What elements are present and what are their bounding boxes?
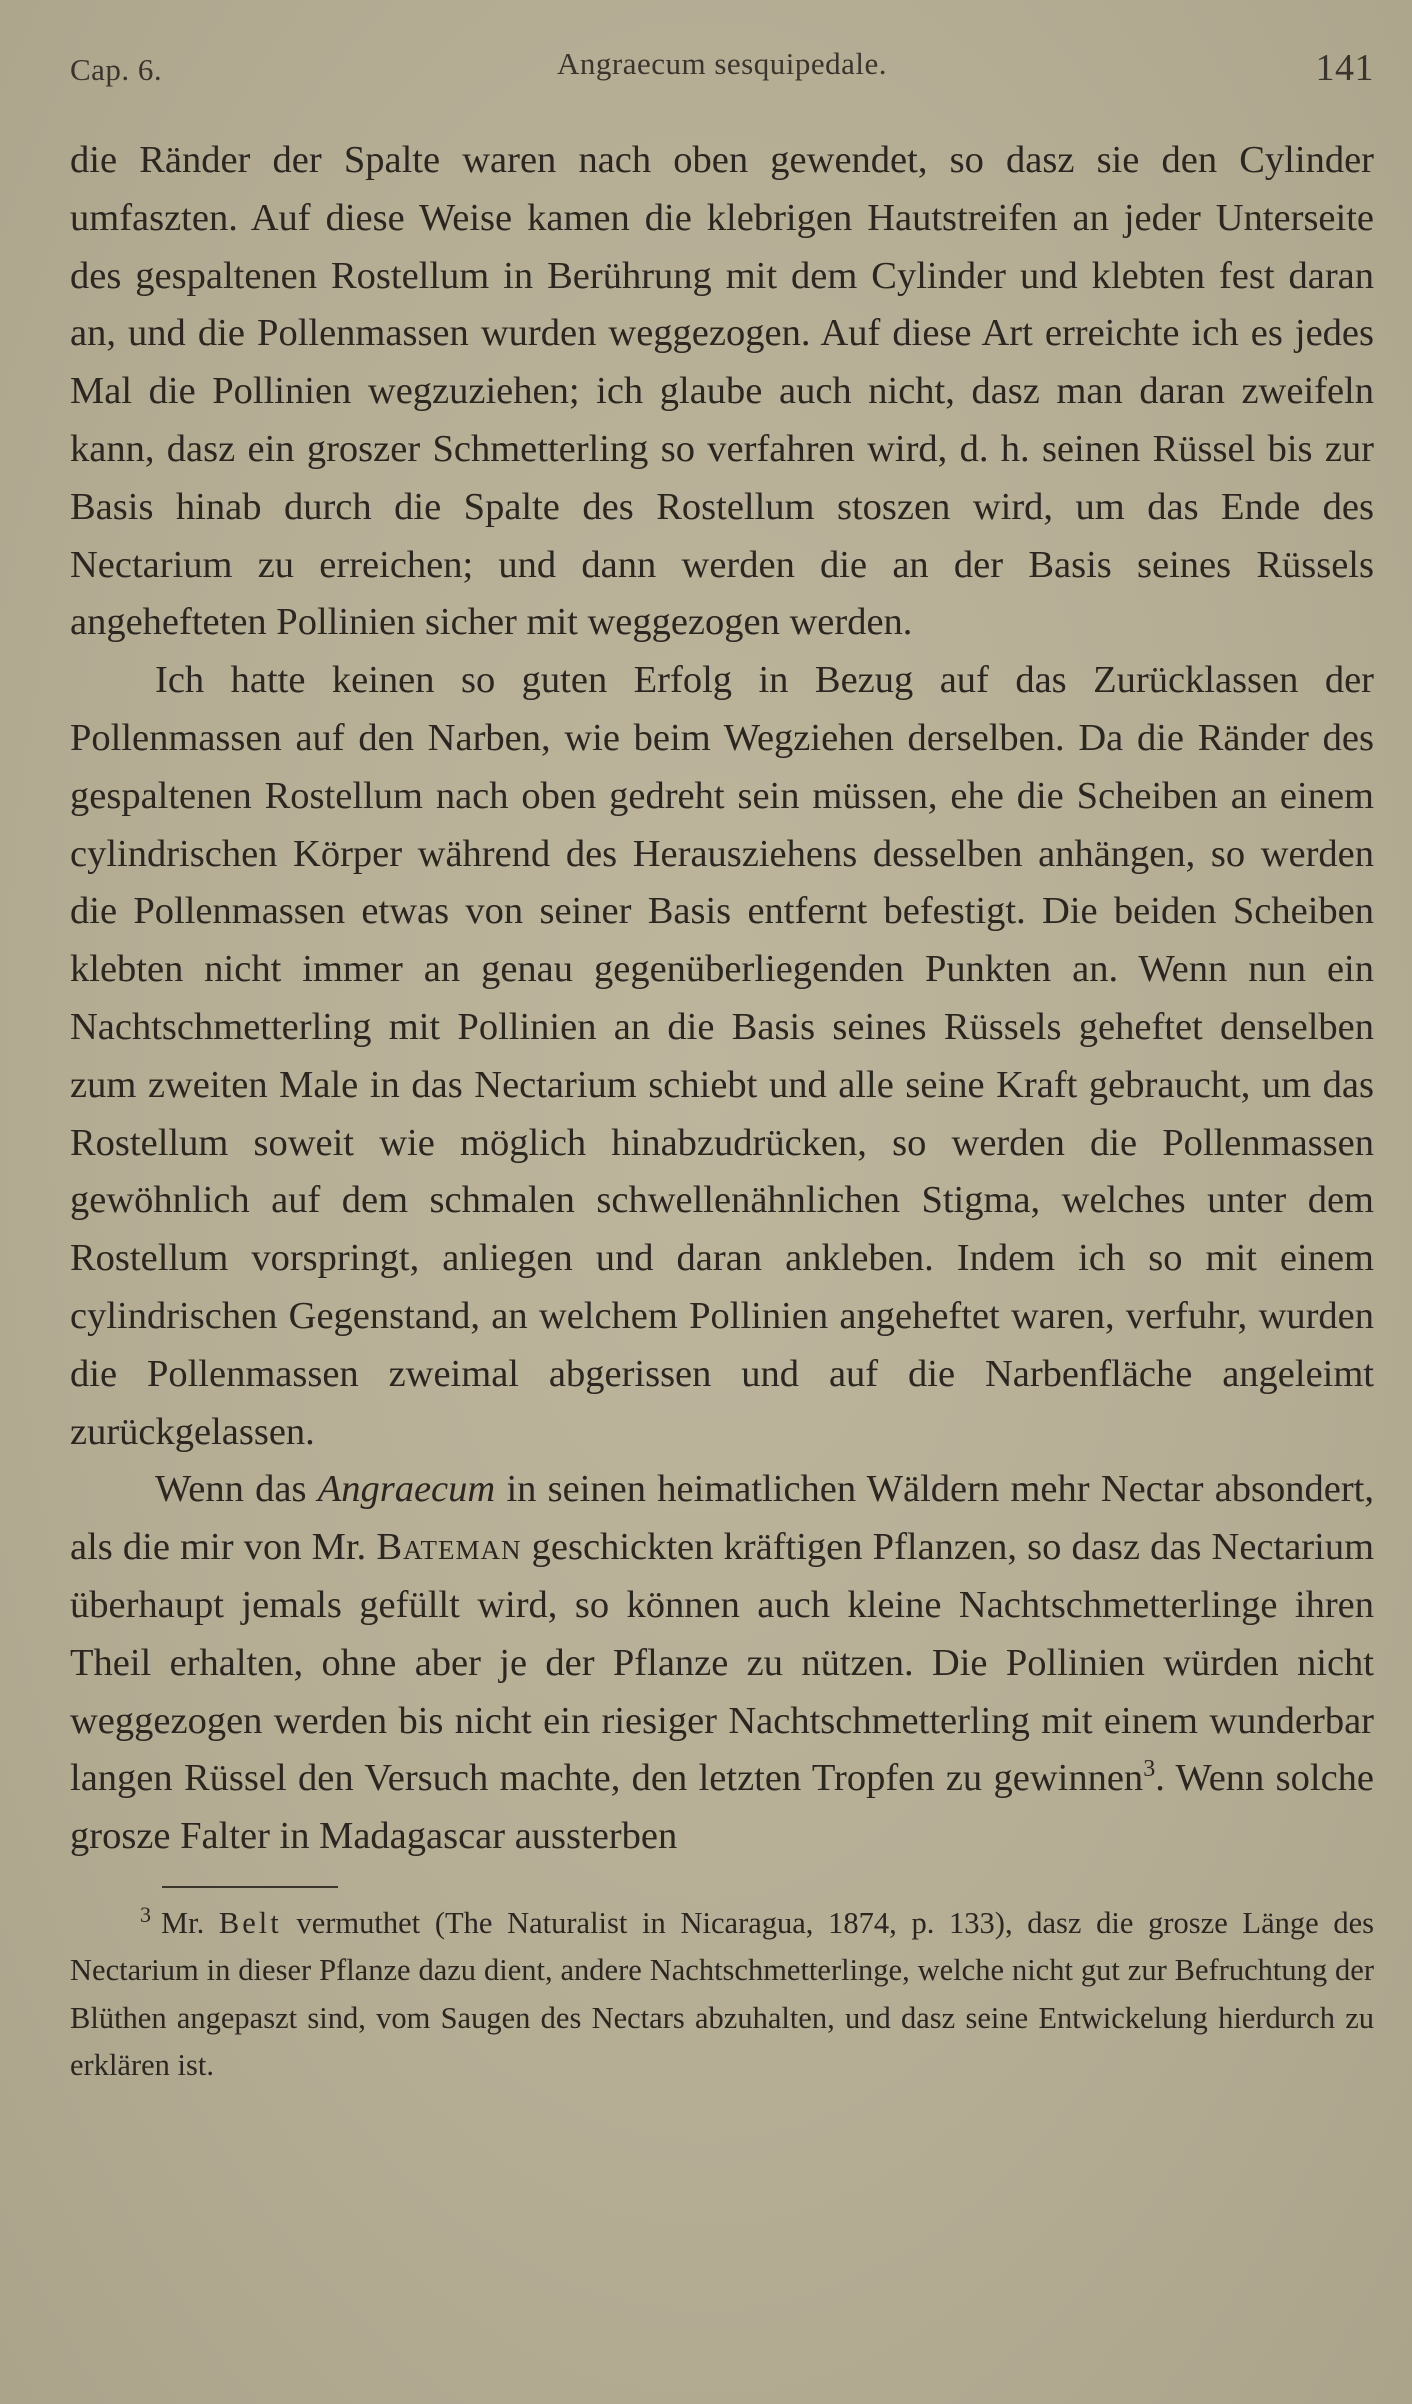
running-title: Angraecum sesquipedale. [557, 46, 887, 81]
footnote-reference[interactable]: 3 [1143, 1756, 1156, 1783]
genus-name: Angraecum [317, 1468, 496, 1511]
body-text [70, 132, 1374, 1866]
footnote-text-a: Mr. [161, 1905, 205, 1940]
paragraph-3-text-a: Wenn das [155, 1468, 307, 1511]
paragraph-3-text-d: . Wenn solche grosze Falter in Madagascar aussterben [70, 1757, 1374, 1858]
paragraph-2: Ich hatte keinen so guten Erfolg in Bezug auf das Zurücklassen der Pollenmassen auf den Narben, wie beim Wegziehen derselben. Da die Ränder des gespaltenen Rostellum nach oben gedreht sein müssen, ehe die Scheiben an einem cylindrischen Körper während des Herausziehens desselben anhängen, so werden die Pollenmassen etwas von seiner Basis entfernt befestigt. Die beiden Scheiben klebten nicht immer an genau gegenüberliegenden Punkten an. Wenn nun ein Nachtschmetterling mit Pollinien an die Basis seines Rüssels geheftet denselben zum zweiten Male in das Nectarium schiebt und alle seine Kraft gebraucht, um das Rostellum soweit wie möglich hinabzudrücken, so werden die Pollenmassen gewöhnlich auf dem schmalen schwellenähnlichen Stigma, welches unter dem Rostellum vorspringt, anliegen und daran ankleben. Indem ich so mit einem cylindrischen Gegenstand, an welchem Pollinien angeheftet waren, verfuhr, wurden die Pollenmassen zweimal abgerissen und auf die Narbenfläche angeleimt zurückgelassen. [70, 659, 1374, 1453]
running-head [70, 46, 1374, 110]
paragraph-3-text-c: geschickten kräftigen Pflanzen, so dasz das Nectarium überhaupt jemals gefüllt wird, so können auch kleine Nachtschmetterlinge ihren Theil erhalten, ohne aber je der Pflanze zu nützen. Die Pollinien würden nicht weggezogen werden bis nicht ein riesiger Nachtschmetterling mit einem wunderbar langen Rüssel den Versuch machte, den letzten Tropfen zu gewinnen [70, 1526, 1375, 1800]
paragraph-3-text-b: in seinen heimatlichen Wäldern mehr Nectar absondert, als die mir von Mr. [70, 1468, 1375, 1569]
paragraph-1: die Ränder der Spalte waren nach oben gewendet, so dasz sie den Cylinder umfaszten. Auf diese Weise kamen die klebrigen Hautstreifen an jeder Unterseite des gespaltenen Rostellum in Berührung mit dem Cylinder und klebten fest daran an, und die Pollenmassen wurden weggezogen. Auf diese Art erreichte ich es jedes Mal die Pollinien wegzuziehen; ich glaube auch nicht, dasz man daran zweifeln kann, dasz ein groszer Schmetterling so verfahren wird, d. h. seinen Rüssel bis zur Basis hinab durch die Spalte des Rostellum stoszen wird, um das Ende des Nectarium zu erreichen; und dann werden die an der Basis seines Rüssels angehefteten Pollinien sicher mit weggezogen werden. [70, 139, 1374, 644]
person-name: Bateman [376, 1526, 522, 1569]
footnote-author: Belt [218, 1905, 282, 1940]
footnote-marker: 3 [140, 1901, 151, 1927]
paragraph-3 [70, 1461, 1374, 1866]
footnote-divider [162, 1886, 338, 1888]
footnote [70, 1900, 1374, 2090]
book-page [70, 46, 1374, 2120]
footnote-text-b: vermuthet (The Naturalist in Nicaragua, 1874, p. 133), dasz die grosze Länge des Nectarium in dieser Pflanze dazu dient, andere Nachtschmetterlinge, welche nicht gut zur Befruchtung der Blüthen angepaszt sind, vom Saugen des Nectars abzuhalten, und dasz seine Entwickelung hierdurch zu erklären ist. [70, 1905, 1374, 2083]
chapter-label: Cap. 6. [70, 52, 163, 87]
page-number: 141 [1315, 47, 1374, 89]
